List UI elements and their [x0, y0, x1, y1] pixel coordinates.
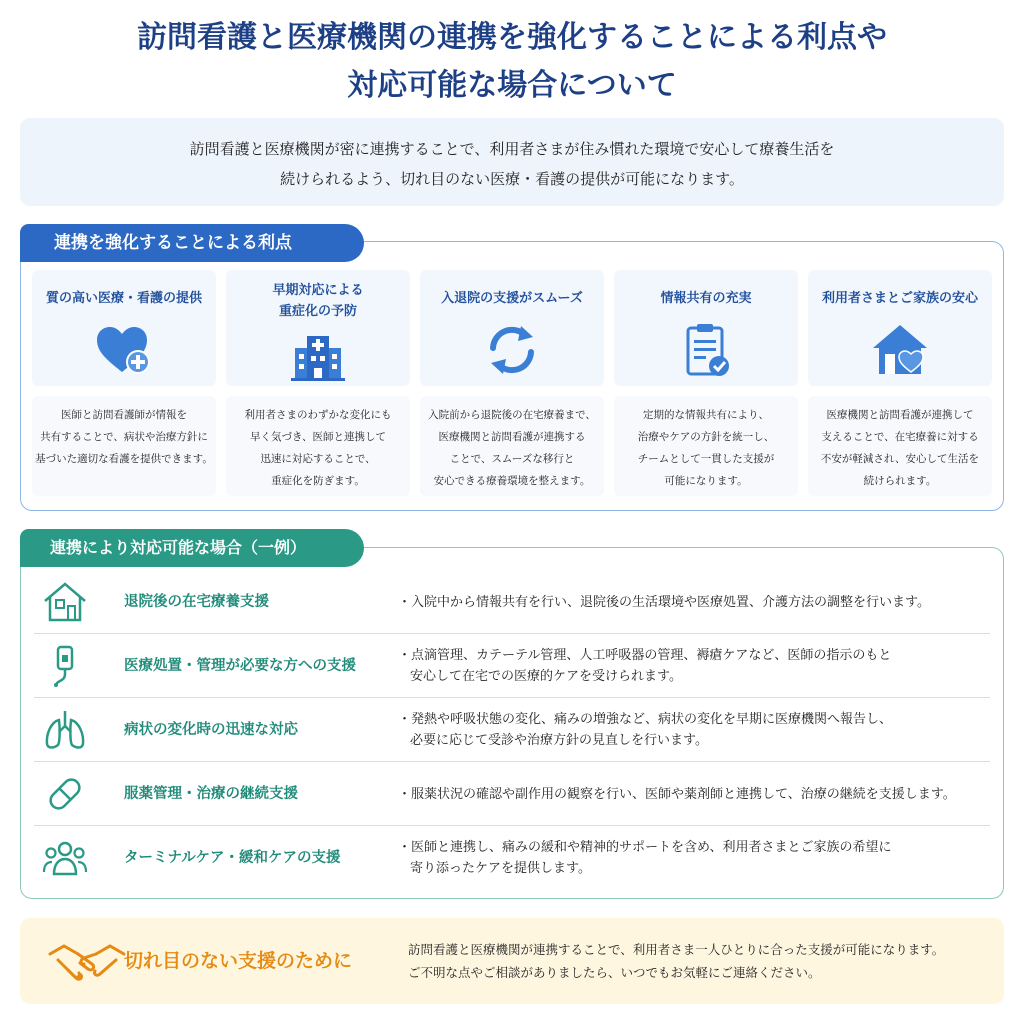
benefit-card	[614, 270, 798, 496]
case-row	[34, 634, 990, 698]
case-description: ・服薬状況の確認や副作用の観察を行い、医師や薬剤師と連携して、治療の継続を支援します。	[398, 786, 956, 802]
benefit-card-title: 入退院の支援がスムーズ	[441, 291, 583, 306]
page-title-line2: 対応可能な場合について	[347, 68, 677, 103]
benefit-card	[32, 270, 216, 496]
cases-heading: 連携により対応可能な場合（一例）	[20, 529, 364, 567]
footer-banner	[20, 918, 1004, 1004]
case-label: 医療処置・管理が必要な方への支援	[124, 658, 356, 674]
heart-plus-icon	[93, 322, 155, 378]
capsule-icon	[42, 772, 88, 816]
page-title	[0, 14, 1024, 110]
benefit-card-title: 利用者さまとご家族の安心	[821, 291, 978, 306]
benefit-card-body: 入院前から退院後の在宅療養まで、 医療機関と訪問看護が連携する ことで、スムーズな移行と 安心できる療養環境を整えます。	[420, 396, 604, 496]
case-label: 病状の変化時の迅速な対応	[124, 722, 298, 738]
clipboard-check-icon	[675, 322, 737, 378]
case-row	[34, 698, 990, 762]
iv-drip-icon	[42, 644, 88, 688]
benefit-card-body: 医療機関と訪問看護が連携して 支えることで、在宅療養に対する 不安が軽減され、安心して生活を 続けられます。	[808, 396, 992, 496]
house-icon	[42, 580, 88, 624]
case-description: ・入院中から情報共有を行い、退院後の生活環境や医療処置、介護方法の調整を行います。	[398, 594, 930, 610]
benefit-card-body: 医師と訪問看護師が情報を 共有することで、病状や治療方針に 基づいた適切な看護を提供できます。	[32, 396, 216, 496]
intro-line1: 訪問看護と医療機関が密に連携することで、利用者さまが住み慣れた環境で安心して療養生活を	[189, 140, 835, 158]
house-heart-icon	[869, 322, 931, 378]
benefit-card-title: 早期対応による 重症化の予防	[272, 283, 364, 319]
case-row	[34, 570, 990, 634]
hospital-icon	[287, 328, 349, 384]
case-row	[34, 826, 990, 890]
case-label: 退院後の在宅療養支援	[124, 594, 269, 610]
cases-list	[34, 570, 990, 890]
footer-text: 訪問看護と医療機関が連携することで、利用者さま一人ひとりに合った支援が可能になります。 ご不明な点やご相談がありましたら、いつでもお気軽にご連絡ください。	[408, 942, 945, 980]
case-label: 服薬管理・治療の継続支援	[124, 786, 298, 802]
family-icon	[42, 836, 88, 880]
case-label: ターミナルケア・緩和ケアの支援	[124, 850, 341, 866]
case-description: ・医師と連携し、痛みの緩和や精神的サポートを含め、利用者さまとご家族の希望に 寄り添ったケアを提供します。	[398, 840, 892, 876]
benefit-card-title: 質の高い医療・看護の提供	[45, 291, 202, 306]
case-row	[34, 762, 990, 826]
case-description: ・点滴管理、カテーテル管理、人工呼吸器の管理、褥瘡ケアなど、医師の指示のもと 安心して在宅での医療的ケアを受けられます。	[398, 648, 892, 684]
benefit-card	[808, 270, 992, 496]
cycle-arrows-icon	[481, 322, 543, 378]
intro-line2: 続けられるよう、切れ目のない医療・看護の提供が可能になります。	[280, 170, 744, 188]
page-title-line1: 訪問看護と医療機関の連携を強化することによる利点や	[137, 20, 887, 55]
handshake-icon	[44, 934, 130, 988]
intro-box	[20, 118, 1004, 206]
benefit-card-body: 利用者さまのわずかな変化にも 早く気づき、医師と連携して 迅速に対応することで、 重症化を防ぎます。	[226, 396, 410, 496]
footer-title: 切れ目のない支援のために	[124, 950, 353, 972]
case-description: ・発熱や呼吸状態の変化、痛みの増強など、病状の変化を早期に医療機関へ報告し、 必要に応じて受診や治療方針の見直しを行います。	[398, 712, 893, 748]
benefit-card-title: 情報共有の充実	[660, 291, 752, 306]
benefits-heading: 連携を強化することによる利点	[20, 224, 364, 262]
benefit-card	[420, 270, 604, 496]
benefit-card-body: 定期的な情報共有により、 治療やケアの方針を統一し、 チームとして一貫した支援が 可能になります。	[614, 396, 798, 496]
benefit-cards	[32, 270, 992, 496]
lungs-icon	[42, 708, 88, 752]
benefit-card	[226, 270, 410, 496]
